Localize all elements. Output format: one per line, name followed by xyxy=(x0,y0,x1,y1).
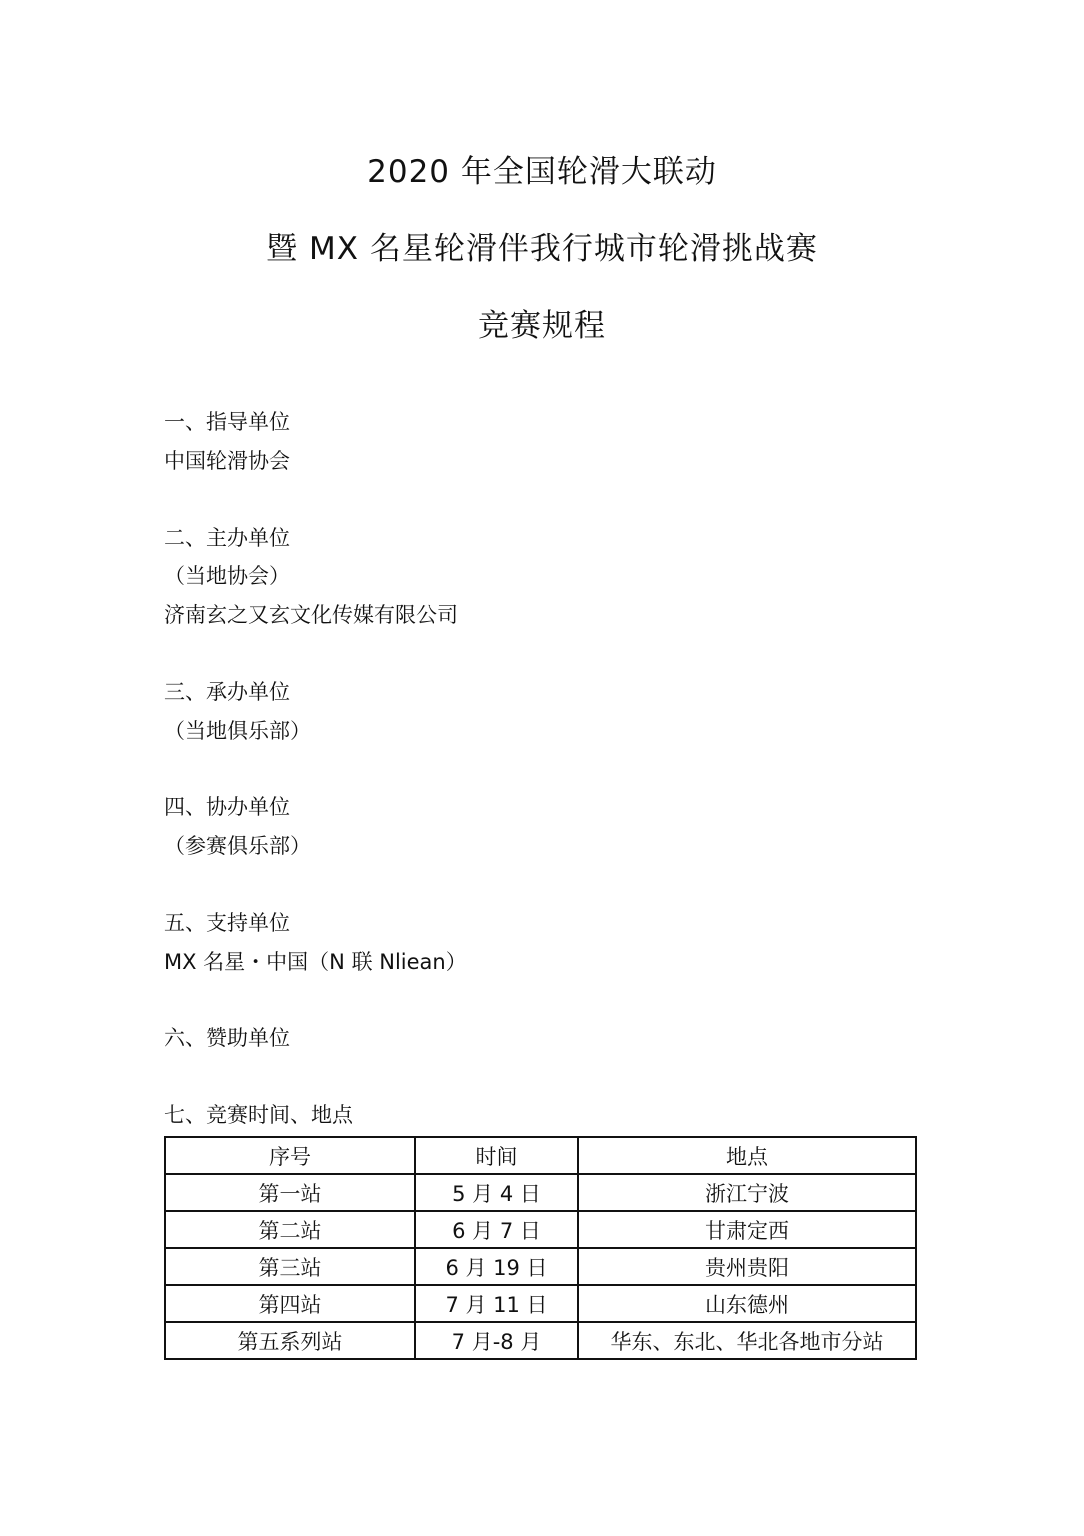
table-cell: 山东德州 xyxy=(578,1285,916,1322)
section-2-line-1: （当地协会） xyxy=(164,564,290,588)
table-row xyxy=(165,1211,916,1248)
table-header-cell: 序号 xyxy=(165,1137,415,1174)
section-1-line-1: 中国轮滑协会 xyxy=(164,449,290,473)
table-header-row xyxy=(165,1137,916,1174)
table-cell: 华东、东北、华北各地市分站 xyxy=(578,1322,916,1359)
table-cell: 贵州贵阳 xyxy=(578,1248,916,1285)
table-cell: 第四站 xyxy=(165,1285,415,1322)
table-row xyxy=(165,1174,916,1211)
table-header-cell: 地点 xyxy=(578,1137,916,1174)
section-3-heading: 三、承办单位 xyxy=(164,680,290,704)
section-1-heading: 一、指导单位 xyxy=(164,410,290,434)
table-row xyxy=(165,1322,916,1359)
table-cell: 第五系列站 xyxy=(165,1322,415,1359)
schedule-table xyxy=(164,1136,917,1360)
title-line-3: 竞赛规程 xyxy=(478,308,606,344)
section-3-line-1: （当地俱乐部） xyxy=(164,719,311,743)
section-5-heading: 五、支持单位 xyxy=(164,911,290,935)
section-2-line-2: 济南玄之又玄文化传媒有限公司 xyxy=(164,603,458,627)
section-6-heading: 六、赞助单位 xyxy=(164,1026,290,1050)
table-header-cell: 时间 xyxy=(415,1137,578,1174)
table-cell: 6 月 19 日 xyxy=(415,1248,578,1285)
table-cell: 7 月-8 月 xyxy=(415,1322,578,1359)
section-5-line-1: MX 名星・中国（N 联 Nliean） xyxy=(164,950,467,974)
table-row xyxy=(165,1248,916,1285)
table-cell: 第三站 xyxy=(165,1248,415,1285)
title-line-2: 暨 MX 名星轮滑伴我行城市轮滑挑战赛 xyxy=(266,231,818,267)
title-line-1: 2020 年全国轮滑大联动 xyxy=(367,154,717,190)
section-4-line-1: （参赛俱乐部） xyxy=(164,834,311,858)
section-4-heading: 四、协办单位 xyxy=(164,795,290,819)
table-cell: 第二站 xyxy=(165,1211,415,1248)
section-7-heading: 七、竞赛时间、地点 xyxy=(164,1103,353,1127)
section-2-heading: 二、主办单位 xyxy=(164,526,290,550)
table-cell: 6 月 7 日 xyxy=(415,1211,578,1248)
table-cell: 浙江宁波 xyxy=(578,1174,916,1211)
table-cell: 甘肃定西 xyxy=(578,1211,916,1248)
table-row xyxy=(165,1285,916,1322)
table-cell: 5 月 4 日 xyxy=(415,1174,578,1211)
table-cell: 第一站 xyxy=(165,1174,415,1211)
table-cell: 7 月 11 日 xyxy=(415,1285,578,1322)
